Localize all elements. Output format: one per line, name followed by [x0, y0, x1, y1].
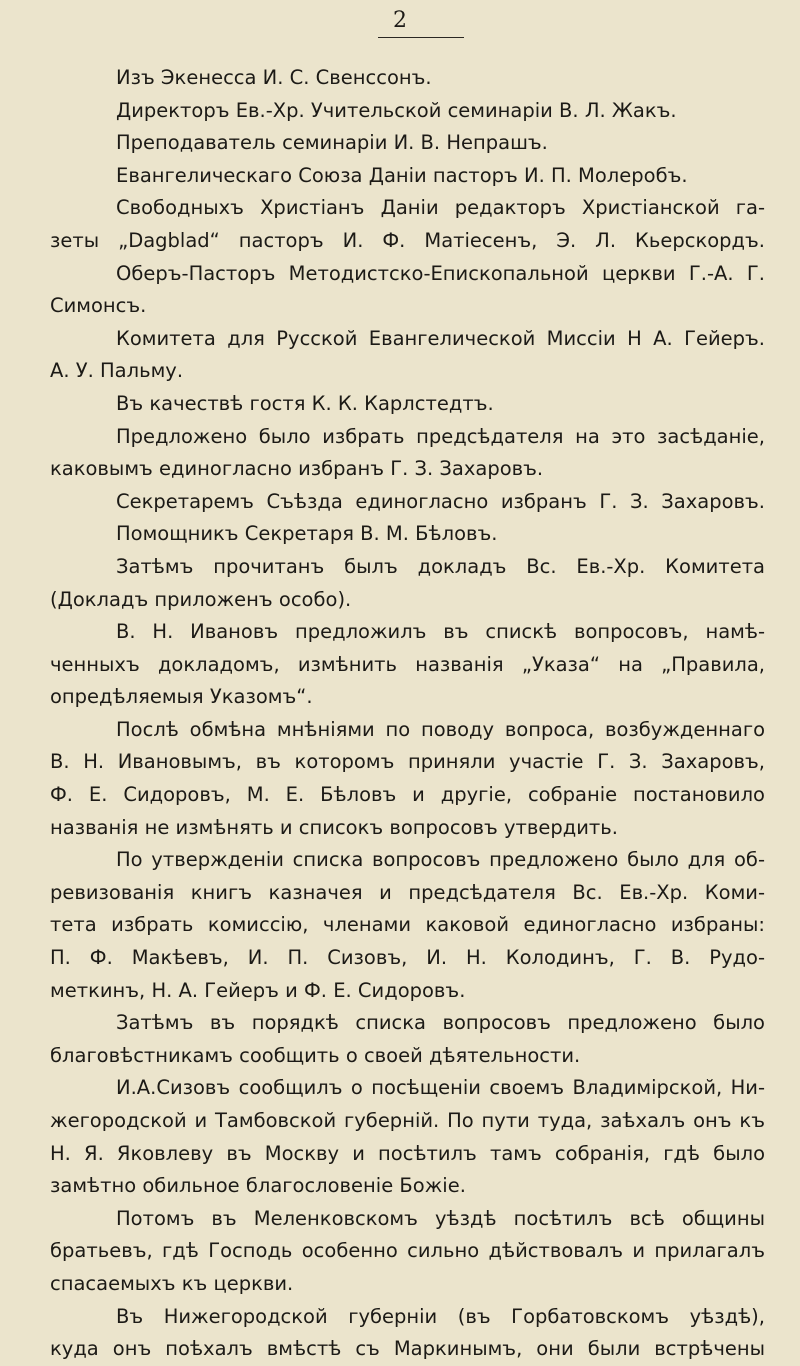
text-line: братьевъ, гдѣ Господь особенно сильно дѣйствовалъ и прилагалъ	[50, 1239, 765, 1263]
text-line: Изъ Экенесса И. С. Свенссонъ.	[116, 66, 432, 89]
text-line: Послѣ обмѣна мнѣніями по поводу вопроса, возбужденнаго	[116, 717, 765, 741]
text-line: Помощникъ Секретаря В. М. Бѣловъ.	[116, 522, 498, 546]
text-line: меткинъ, Н. А. Гейеръ и Ф. Е. Сидоровъ.	[50, 978, 466, 1002]
text-line: зеты „Dagblad“ пасторъ И. Ф. Матіесенъ, Э. Л. Кьерскордъ.	[50, 228, 765, 252]
text-line: В. Н. Ивановымъ, въ которомъ приняли участіе Г. З. Захаровъ,	[50, 750, 765, 774]
text-line: П. Ф. Макѣевъ, И. П. Сизовъ, И. Н. Колодинъ, Г. В. Рудо-	[50, 946, 765, 970]
text-line: ченныхъ докладомъ, измѣнить названія „Указа“ на „Правила,	[50, 652, 765, 676]
text-line: Комитета для Русской Евангелической Миссіи Н А. Гейеръ.	[116, 326, 765, 350]
text-line: Въ качествѣ гостя К. К. Карлстедтъ.	[116, 391, 494, 415]
text-line: А. У. Пальму.	[50, 359, 184, 383]
text-line: Евангелическаго Союза Даніи пасторъ И. П. Молеробъ.	[116, 163, 688, 187]
text-line: Секретаремъ Съѣзда единогласно избранъ Г. З. Захаровъ.	[116, 489, 765, 513]
text-line: куда онъ поѣхалъ вмѣстѣ съ Маркинымъ, они были встрѣчены	[50, 1337, 765, 1361]
text-line: опредѣляемыя Указомъ“.	[50, 685, 313, 709]
text-line: замѣтно обильное благословеніе Божіе.	[50, 1174, 466, 1198]
text-line: тета избрать комиссію, членами каковой единогласно избраны:	[50, 913, 765, 937]
text-line: Предложено было избрать предсѣдателя на это засѣданіе,	[116, 424, 765, 448]
text-line: Оберъ-Пасторъ Методистско-Епископальной церкви Г.-А. Г.	[116, 261, 765, 285]
text-line: Затѣмъ въ порядкѣ списка вопросовъ предложено было	[116, 1011, 765, 1035]
text-line: названія не измѣнять и списокъ вопросовъ утвердить.	[50, 815, 618, 839]
text-line: Симонсъ.	[50, 294, 147, 318]
text-line: Преподаватель семинаріи И. В. Непрашъ.	[116, 131, 548, 155]
text-line: И.А.Сизовъ сообщилъ о посѣщеніи своемъ Владимірской, Ни-	[116, 1076, 765, 1100]
text-line: В. Н. Ивановъ предложилъ въ спискѣ вопросовъ, намѣ-	[116, 620, 765, 644]
header-rule	[378, 37, 464, 38]
text-line: Свободныхъ Христіанъ Даніи редакторъ Христіанской га-	[116, 196, 765, 220]
text-line: Затѣмъ прочитанъ былъ докладъ Вс. Ев.-Хр. Комитета	[116, 554, 765, 578]
text-line: спасаемыхъ къ церкви.	[50, 1271, 294, 1295]
page-number: 2	[393, 8, 407, 33]
text-line: Н. Я. Яковлеву въ Москву и посѣтилъ тамъ собранія, гдѣ было	[50, 1141, 765, 1165]
text-line: жегородской и Тамбовской губерній. По пути туда, заѣхалъ онъ къ	[50, 1109, 765, 1132]
text-line: (Докладъ приложенъ особо).	[50, 587, 352, 611]
body-text	[50, 62, 765, 1366]
text-line: Потомъ въ Меленковскомъ уѣздѣ посѣтилъ всѣ общины	[116, 1206, 765, 1230]
text-line: благовѣстникамъ сообщить о своей дѣятельности.	[50, 1043, 581, 1067]
text-line: Ф. Е. Сидоровъ, М. Е. Бѣловъ и другіе, собраніе постановило	[50, 783, 765, 807]
text-line: каковымъ единогласно избранъ Г. З. Захаровъ.	[50, 457, 544, 481]
text-line: ревизованія книгъ казначея и предсѣдателя Вс. Ев.-Хр. Коми-	[50, 880, 765, 904]
text-line: Въ Нижегородской губерніи (въ Горбатовскомъ уѣздѣ),	[116, 1304, 765, 1328]
text-line: Директоръ Ев.-Хр. Учительской семинаріи В. Л. Жакъ.	[116, 98, 677, 122]
text-line: По утвержденіи списка вопросовъ предложено было для об-	[116, 848, 765, 872]
